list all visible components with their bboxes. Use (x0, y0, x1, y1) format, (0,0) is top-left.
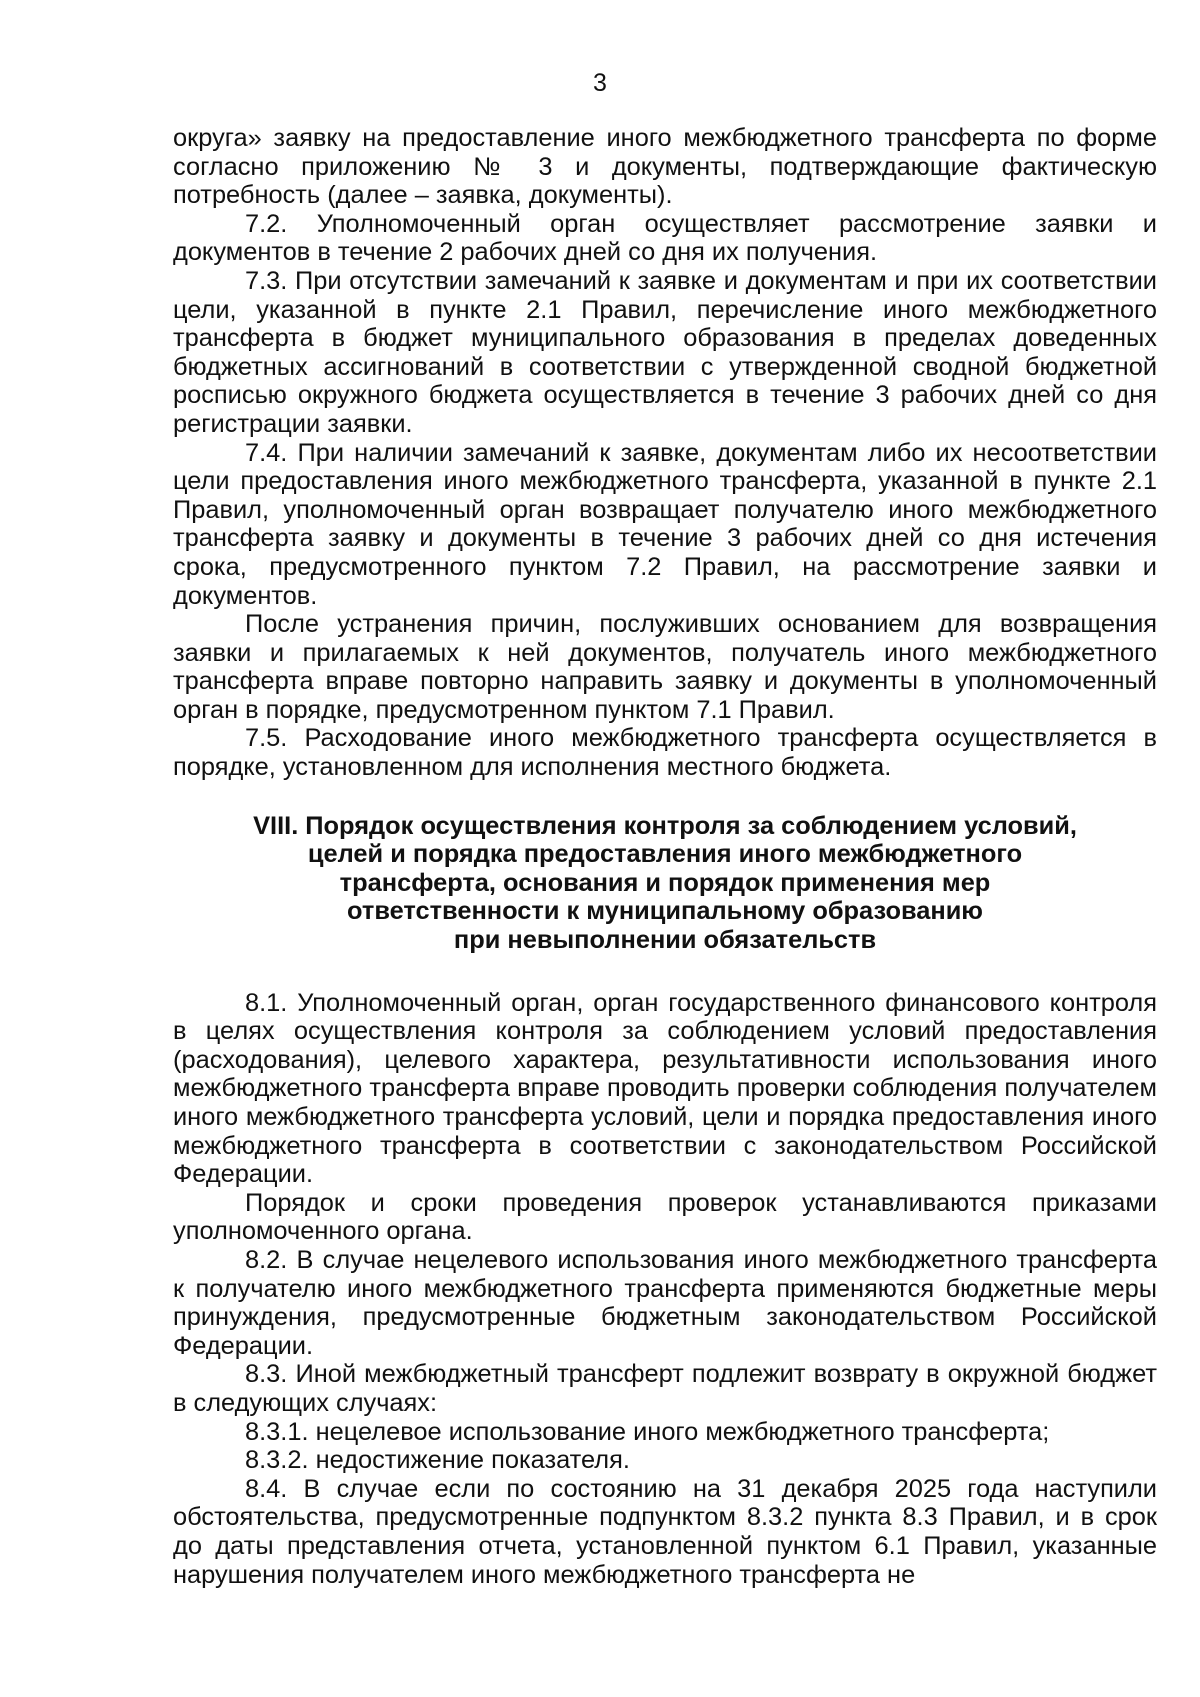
paragraph-continuation: округа» заявку на предоставление иного межбюджетного трансферта по форме согласно приложению № 3 и документы, подтверждающие фактическую потребность (далее – заявка, документы). (173, 124, 1157, 210)
section-heading-line: VIII. Порядок осуществления контроля за соблюдением условий, (253, 811, 1077, 840)
section-heading (173, 812, 1157, 955)
paragraph-inspection-order: Порядок и сроки проведения проверок устанавливаются приказами уполномоченного органа. (173, 1188, 1157, 1246)
document-body (173, 124, 1157, 1589)
section-heading-line: трансферта, основания и порядок применения мер (339, 868, 991, 897)
page-number: 3 (593, 69, 607, 97)
paragraph-7-5: 7.5. Расходование иного межбюджетного трансферта осуществляется в порядке, установленном для исполнения местного бюджета. (173, 724, 1157, 782)
paragraph-8-3: 8.3. Иной межбюджетный трансферт подлежит возврату в окружной бюджет в следующих случаях: (173, 1360, 1157, 1417)
paragraph-7-4: 7.4. При наличии замечаний к заявке, документам либо их несоответствии цели предоставления иного межбюджетного трансферта, указанной в пункте 2.1 Правил, уполномоченный орган возвращает получателю иного межбюджетного трансферта заявку и документы в течение 3 рабочих дней со дня истечения срока, предусмотренного пунктом 7.2 Правил, на рассмотрение заявки и документов. (173, 438, 1157, 610)
paragraph-8-1: 8.1. Уполномоченный орган, орган государственного финансового контроля в целях осуществления контроля за соблюдением условий предоставления (расходования), целевого характера, результативности использования иного межбюджетного трансферта вправе проводить проверки соблюдения получателем иного межбюджетного трансферта условий, цели и порядка предоставления иного межбюджетного трансферта в соответствии с законодательством Российской Федерации. (173, 988, 1157, 1189)
paragraph-8-2: 8.2. В случае нецелевого использования иного межбюджетного трансферта к получателю иного межбюджетного трансферта применяются бюджетные меры принуждения, предусмотренные бюджетным законодательством Российской Федерации. (173, 1245, 1157, 1360)
paragraph-8-3-1: 8.3.1. нецелевое использование иного межбюджетного трансферта; (245, 1417, 1050, 1446)
section-heading-line: ответственности к муниципальному образованию (347, 897, 983, 926)
paragraph-8-4: 8.4. В случае если по состоянию на 31 декабря 2025 года наступили обстоятельства, предусмотренные подпунктом 8.3.2 пункта 8.3 Правил, и в срок до даты представления отчета, установленной пунктом 6.1 Правил, указанные нарушения получателем иного межбюджетного трансферта не (173, 1474, 1157, 1589)
paragraph-7-2: 7.2. Уполномоченный орган осуществляет рассмотрение заявки и документов в течение 2 рабочих дней со дня их получения. (173, 209, 1157, 267)
paragraph-7-3: 7.3. При отсутствии замечаний к заявке и документам и при их соответствии цели, указанной в пункте 2.1 Правил, перечисление иного межбюджетного трансферта в бюджет муниципального образования в пределах доведенных бюджетных ассигнований в соответствии с утвержденной сводной бюджетной росписью окружного бюджета осуществляется в течение 3 рабочих дней со дня регистрации заявки. (173, 266, 1157, 438)
paragraph-8-3-2: 8.3.2. недостижение показателя. (245, 1446, 630, 1475)
paragraph-resubmission: После устранения причин, послуживших основанием для возвращения заявки и прилагаемых к ней документов, получатель иного межбюджетного трансферта вправе повторно направить заявку и документы в уполномоченный орган в порядке, предусмотренном пунктом 7.1 Правил. (173, 610, 1157, 724)
section-heading-line: при невыполнении обязательств (453, 926, 877, 955)
section-heading-line: целей и порядка предоставления иного межбюджетного (307, 840, 1023, 869)
